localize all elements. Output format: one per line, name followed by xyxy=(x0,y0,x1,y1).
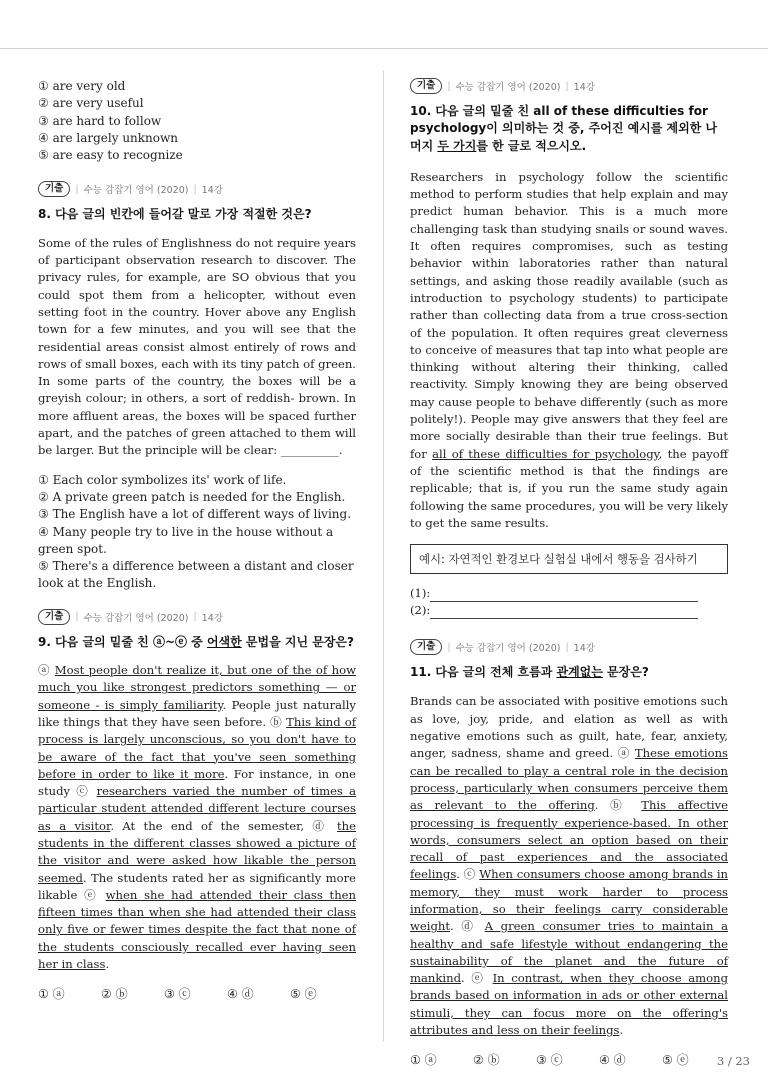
q11-choice-1[interactable]: ① ⓐ xyxy=(410,1053,437,1068)
q10-blank-2[interactable] xyxy=(410,602,728,619)
tag-separator: | xyxy=(447,80,451,92)
tag-source: 수능 감잡기 영어 (2020) xyxy=(455,82,561,93)
right-column xyxy=(410,78,728,1068)
q10-title-underlined: 두 가지 xyxy=(437,138,477,153)
blank-label-1: (1): xyxy=(410,586,431,601)
q11-sentence-d: A green consumer tries to maintain a healthy and safe lifestyle without endangering the sustainability of the planet and the future of mankind xyxy=(410,919,728,986)
left-column xyxy=(38,78,356,1002)
mark-a: ⓐ xyxy=(38,663,55,678)
tag-separator: | xyxy=(75,611,79,623)
q9-choice-4[interactable]: ④ ⓓ xyxy=(227,987,254,1002)
q11-title-underlined: 관계없는 xyxy=(556,665,603,680)
tag-lesson: 14강 xyxy=(201,185,223,197)
q9-choices xyxy=(38,985,356,1002)
q11-choice-4[interactable]: ④ ⓓ xyxy=(599,1053,626,1068)
q9-text: . At the end of the semester, xyxy=(110,818,313,833)
q10-title xyxy=(410,103,728,155)
tag-source: 수능 감잡기 영어 (2020) xyxy=(83,612,189,624)
q11-text: . xyxy=(461,971,472,986)
q10-text: Researchers in psychology follow the scientific method to perform studies that help explain and may predict human behavior. This is a much more challenging task than studying snails or sound waves. It often requires compromises, such as testing behavior within laboratories rather than natural settings, and asking those readily available (such as introduction to psychology students) to participate rather than collecting data from a true cross-section of the population. It often requires great cleverness to conceive of measures that tap into what people are thinking without altering their thinking, called reactivity. Simply knowing they are being observed may cause people to behave differently (such as more politely!). People may give answers that they feel are more socially desirable than their true feelings. But for xyxy=(410,169,728,461)
exam-tag: 기출 xyxy=(38,609,70,625)
q11-choice-2[interactable]: ② ⓑ xyxy=(473,1053,500,1068)
q9-text: . People just naturally like things that they have seen before. xyxy=(38,697,356,729)
q11-sentence-a: These emotions can be recalled to play a central role in the decision process, particularly when consumers perceive them as relevant to the offering xyxy=(410,746,729,813)
q10-title-post: 를 한 글로 적으시오. xyxy=(476,138,587,153)
q9-choice-3[interactable]: ③ ⓒ xyxy=(164,987,191,1002)
answer-line[interactable] xyxy=(430,589,698,602)
mark-d: ⓓ xyxy=(461,919,485,934)
tag-lesson: 14강 xyxy=(573,643,595,655)
q9-sentence-b: This kind of process is largely unconscious, so you don't have to be aware of the fact that you've seen something before in order to like it more xyxy=(38,714,357,781)
mark-d: ⓓ xyxy=(312,818,338,833)
header-rule xyxy=(0,48,768,49)
q11-passage xyxy=(410,693,728,1039)
tag-separator: | xyxy=(75,183,79,195)
q11-sentence-b: This affective processing is frequently experience-based. In other words, consumers select an option based on their recall of past experiences and the associated feelings xyxy=(410,798,728,882)
q9-choice-1[interactable]: ① ⓐ xyxy=(38,987,65,1002)
q10-source-tag xyxy=(410,78,728,94)
mark-c: ⓒ xyxy=(463,867,480,882)
mark-c: ⓒ xyxy=(76,784,97,799)
q8-option-2[interactable]: ② A private green patch is needed for the English. xyxy=(38,489,346,504)
q8-options xyxy=(38,472,356,593)
q9-passage xyxy=(38,662,356,973)
tag-source: 수능 감잡기 영어 (2020) xyxy=(455,643,561,655)
q11-source-tag xyxy=(410,639,728,655)
q10-title-pre: 10. 다음 글의 밑줄 친 all of these difficulties for psychology이 의미하는 것 중, 주어진 예시를 제외한 나머지 xyxy=(410,104,718,153)
page-number: 3 / 23 xyxy=(716,1054,750,1068)
q9-text: . xyxy=(105,957,110,972)
answer-line[interactable] xyxy=(430,606,698,619)
q11-title-post: 문장은? xyxy=(602,665,649,680)
tag-source: 수능 감잡기 영어 (2020) xyxy=(83,185,189,197)
tag-lesson: 14강 xyxy=(573,82,595,93)
q10-example-box: 예시: 자연적인 환경보다 실험실 내에서 행동을 검사하기 xyxy=(410,544,728,574)
q9-text: . The students rated her as significantly more likable xyxy=(38,870,356,902)
q10-underlined-phrase: all of these difficulties for psychology xyxy=(432,446,659,461)
q11-text: Brands can be associated with positive emotions such as love, joy, pride, and elation as well as with negative emotions such as guilt, hate, fear, anxiety, anger, sadness, shame and greed. xyxy=(410,694,728,761)
q9-text: . For instance, in one study xyxy=(38,766,356,799)
mark-b: ⓑ xyxy=(610,798,642,813)
q11-choice-5[interactable]: ⑤ ⓔ xyxy=(662,1053,689,1068)
q11-text: . xyxy=(619,1023,624,1038)
mark-e: ⓔ xyxy=(471,971,493,986)
tag-separator: | xyxy=(565,641,569,653)
q10-blank-1[interactable] xyxy=(410,585,728,602)
tag-separator: | xyxy=(193,183,197,195)
q9-choice-5[interactable]: ⑤ ⓔ xyxy=(290,987,317,1002)
tag-separator: | xyxy=(193,611,197,623)
mark-b: ⓑ xyxy=(270,714,287,729)
mark-a: ⓐ xyxy=(617,746,635,761)
exam-tag: 기출 xyxy=(410,639,442,655)
q11-text: . xyxy=(456,867,464,882)
q10-text: , the payoff of the scientific method is that the findings are replicable; that is, if you run the same study again following the same procedures, you will be very likely to get the same results. xyxy=(410,446,728,530)
q9-source-tag xyxy=(38,609,356,625)
q11-sentence-c: When consumers choose among brands in memory, they must work harder to process information, so their feelings carry considerable weight xyxy=(410,867,728,934)
q11-title-pre: 11. 다음 글의 전체 흐름과 xyxy=(410,665,557,680)
tag-separator: | xyxy=(565,80,569,92)
q7-option-2[interactable]: ② are very useful xyxy=(38,96,144,111)
q7-option-1[interactable]: ① are very old xyxy=(38,79,126,93)
q11-sentence-e: In contrast, when they choose among brands based on information in ads or other external stimuli, they can focus more on the offering's attributes and less on their feelings xyxy=(410,971,728,1038)
blank-label-2: (2): xyxy=(410,603,431,618)
q11-choices xyxy=(410,1051,728,1068)
mark-e: ⓔ xyxy=(84,887,106,902)
q9-sentence-c: researchers varied the number of times a particular student attended different lecture courses as a visitor xyxy=(38,784,357,833)
q11-text: . xyxy=(594,798,611,813)
q11-text: . xyxy=(450,919,462,934)
tag-lesson: 14강 xyxy=(201,612,223,624)
q9-sentence-a: Most people don't realize it, but one of the of how much you like strongest predictors something — or someone - is simply familiarity xyxy=(38,663,357,712)
q10-passage xyxy=(410,169,728,532)
column-divider xyxy=(383,70,384,1042)
q10-answer-blanks xyxy=(410,585,728,619)
q8-title: 8. 다음 글의 빈칸에 들어갈 말로 가장 적절한 것은? xyxy=(38,207,312,222)
q11-choice-3[interactable]: ③ ⓒ xyxy=(536,1053,563,1068)
q7-options xyxy=(38,78,356,164)
q8-source-tag xyxy=(38,181,356,197)
q9-title-underlined: 어색한 xyxy=(206,634,242,649)
q9-title xyxy=(38,634,356,651)
q8-passage: Some of the rules of Englishness do not require years of participant observation research to discover. The privacy rules, for example, are SO obvious that you could spot them from a helicopter, without even setting foot in the country. Hover above any English town for a few minutes, and you will see that the residential areas consist almost entirely of rows and rows of small boxes, each with its tiny patch of green. In some parts of the country, the boxes will be a greyish colour; in others, a sort of reddish- brown. In more affluent areas, the boxes will be spaced further apart, and the patches of green attached to them will be larger. But the principle will be clear: __________. xyxy=(38,235,356,458)
q9-title-post: 문법을 지닌 문장은? xyxy=(241,634,354,649)
tag-separator: | xyxy=(447,641,451,653)
q9-sentence-d: the students in the different classes showed a picture of the visitor and were asked how likable the person seemed xyxy=(38,818,357,885)
q9-choice-2[interactable]: ② ⓑ xyxy=(101,987,128,1002)
q11-title xyxy=(410,664,728,681)
q7-option-4[interactable]: ④ are largely unknown xyxy=(38,130,179,145)
q7-option-5[interactable]: ⑤ are easy to recognize xyxy=(38,148,183,163)
q8-option-3[interactable]: ③ The English have a lot of different ways of living. xyxy=(38,507,352,522)
q8-option-5[interactable]: ⑤ There's a difference between a distant and closer look at the English. xyxy=(38,559,354,591)
q7-option-3[interactable]: ③ are hard to follow xyxy=(38,113,162,128)
q8-option-1[interactable]: ① Each color symbolizes its' work of life. xyxy=(38,472,287,487)
q8-option-4[interactable]: ④ Many people try to live in the house without a green spot. xyxy=(38,524,334,556)
q9-title-pre: 9. 다음 글의 밑줄 친 ⓐ~ⓔ 중 xyxy=(38,634,207,649)
exam-tag: 기출 xyxy=(410,78,442,94)
exam-tag: 기출 xyxy=(38,181,70,197)
q9-sentence-e: when she had attended their class then fifteen times than when she had attended their class only five or fewer times despite the fact that none of the students consciously recalled ever having seen her in class xyxy=(38,887,357,972)
